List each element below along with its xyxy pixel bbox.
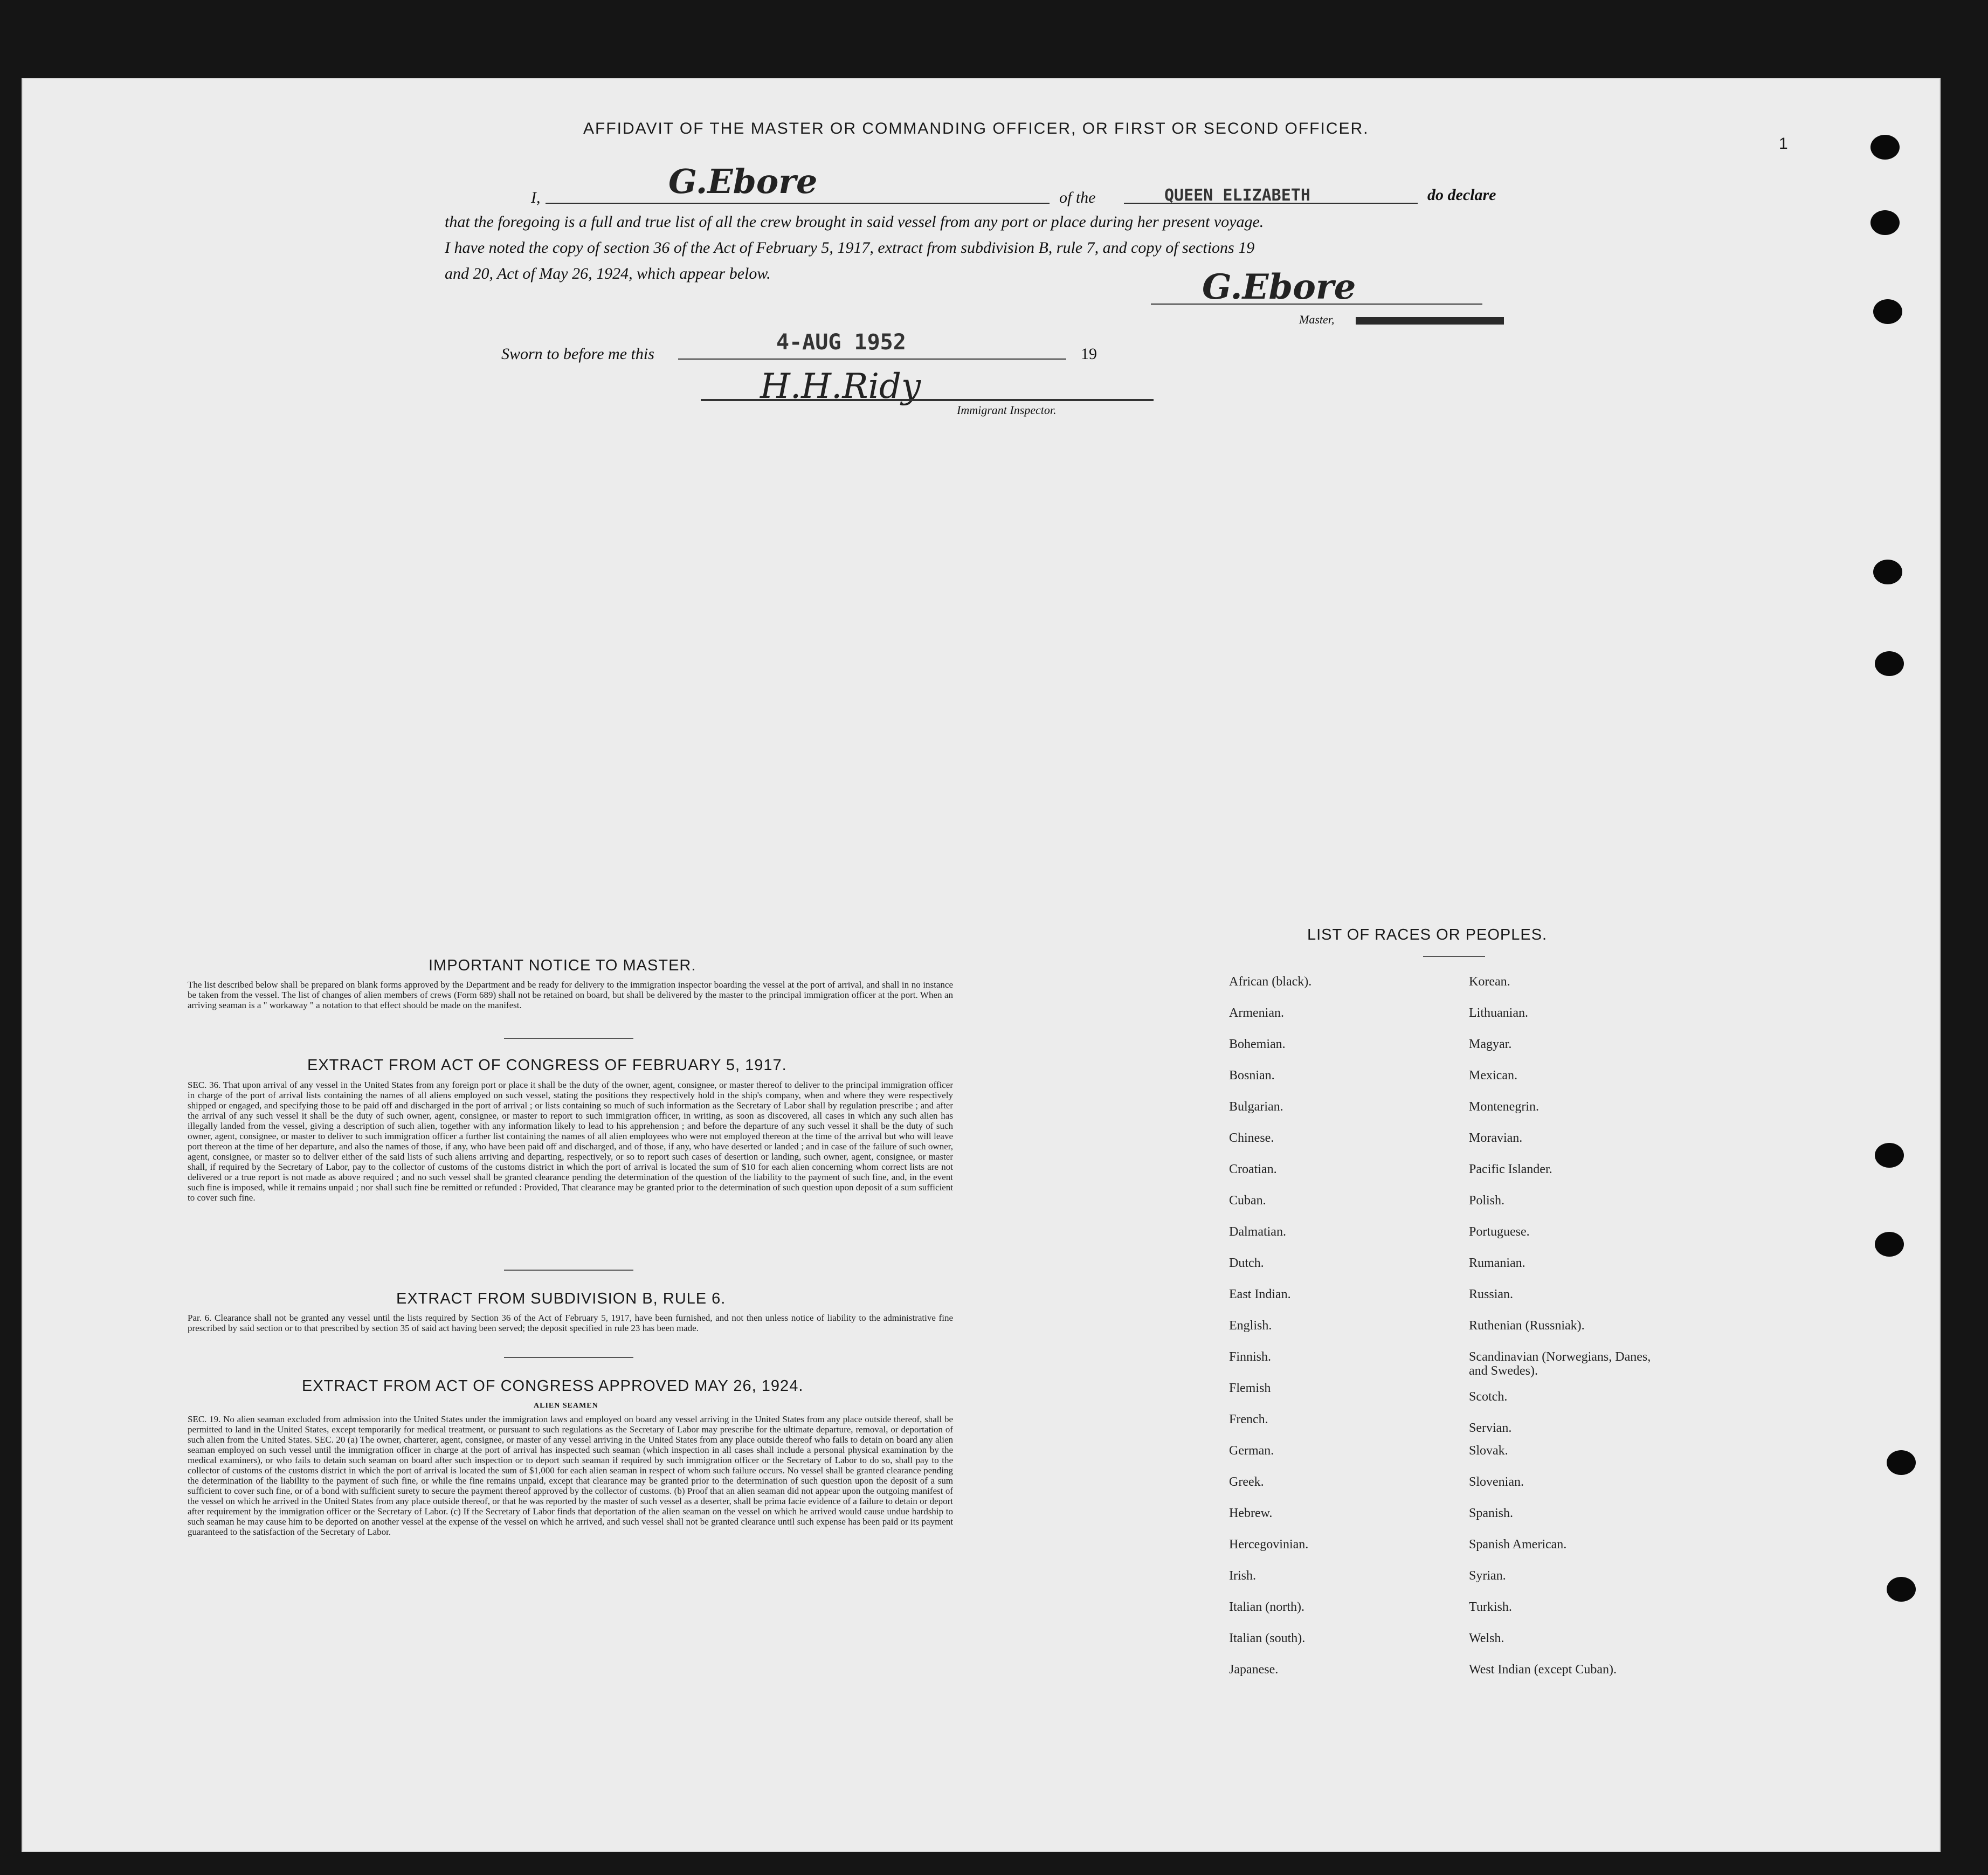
year-prefix: 19 (1081, 345, 1097, 363)
races-left-column (1229, 975, 1455, 1686)
affidavit-body-line-2: I have noted the copy of section 36 of the Act of February 5, 1917, extract from subdivision B, rule 7, and copy of sections 19 (445, 239, 1255, 257)
race-item: Croatian. (1229, 1162, 1277, 1176)
races-divider (1423, 956, 1485, 957)
race-item: Scotch. (1469, 1390, 1508, 1404)
race-item: Chinese. (1229, 1131, 1274, 1145)
extract-1924-text: SEC. 19. No alien seaman excluded from admission into the United States under the immigration laws and employed on board any vessel arriving in the United States from any place outside thereof, shall be permitted to land in the United States, except temporarily for medical treatment, or pursuant to such regulations as the Secretary of Labor may prescribe for the ultimate departure, removal, or deportation of such alien from the United States. SEC. 20 (a) The owner, charterer, agent, consignee, or master of any vessel arriving in the United States from any place outside thereof who fails to detain on board any alien seaman employed on such vessel until the immigration officer in charge at the port of arrival has inspected such seaman (which inspection in all cases shall include a personal physical examination by the medical examiners), or who fails to detain such seaman on board after such inspection or to deport such seaman if required by such immigration officer or the Secretary of Labor to do so, shall pay to the collector of customs of the customs district in which the port of arrival is located the sum of $1,000 for each alien seaman in respect of whom such failure occurs. No vessel shall be granted clearance pending the determination of the liability to the payment of such fine, or while the fine remains unpaid, except that clearance may be granted prior to the determination of such question upon the deposit of a sum sufficient to cover such fine, or of a bond with sufficient surety to secure the payment thereof approved by the collector of customs. (b) Proof that an alien seaman did not appear upon the outgoing manifest of the vessel on which he arrived in the United States from any place outside thereof, or that he was reported by the master of such vessel as a deserter, shall be prima facie evidence of a failure to detain or deport after requirement by the immigration officer or the Secretary of Labor. (c) If the Secretary of Labor finds that deportation of the alien seaman on the vessel on which he arrived would cause undue hardship to such seaman he may cause him to be deported on another vessel at the expense of the vessel on which he arrived, and such vessel shall not be granted clearance until such expense has been paid or its payment guaranteed to the satisfaction of the Secretary of Labor. (188, 1414, 953, 1537)
race-item: Greek. (1229, 1475, 1264, 1489)
race-item: Moravian. (1469, 1131, 1523, 1145)
struck-title-mark (1356, 317, 1504, 325)
race-item: Russian. (1469, 1287, 1514, 1301)
races-title: LIST OF RACES OR PEOPLES. (1307, 926, 1548, 943)
race-item: Servian. (1469, 1421, 1512, 1435)
race-item: Scandinavian (Norwegians, Danes, and Swedes). (1469, 1350, 1651, 1378)
races-right-column (1469, 975, 1685, 1686)
section-divider (504, 1270, 633, 1271)
punch-hole (1875, 1143, 1904, 1168)
master-signature: G.Ebore (1202, 267, 1356, 307)
race-item: Rumanian. (1469, 1256, 1525, 1270)
i-label: I, (531, 189, 541, 206)
race-item: Cuban. (1229, 1194, 1266, 1208)
race-item: Spanish American. (1469, 1538, 1567, 1552)
race-item: Bulgarian. (1229, 1100, 1283, 1114)
master-label: Master, (1299, 313, 1335, 326)
subdivision-b-text: Par. 6. Clearance shall not be granted any vessel until the lists required by Section 36 of the Act of February 5, 1917, have been furnished, and not then unless notice of liability to the administrative fine prescribed by said section or to that prescribed by section 35 of said act having been served; the deposit specified in rule 23 has been made. (188, 1313, 953, 1333)
race-item: Spanish. (1469, 1506, 1514, 1520)
race-item: Portuguese. (1469, 1225, 1530, 1239)
sworn-line (678, 359, 1066, 360)
date-stamp: 4-AUG 1952 (776, 330, 906, 355)
race-item: Bohemian. (1229, 1037, 1286, 1051)
sworn-label: Sworn to before me this (501, 345, 654, 363)
race-item: Syrian. (1469, 1569, 1506, 1583)
race-item: Polish. (1469, 1194, 1505, 1208)
notice-text: The list described below shall be prepared on blank forms approved by the Department and be ready for delivery to the immigration inspector boarding the vessel at the port of arrival, and shall in no instance be taken from the vessel. The list of changes of alien members of crews (Form 689) shall not be retained on board, but shall be delivered by the master to the principal immigration officer at the port. When an arriving seaman is a " workaway " a notation to that effect should be made on the manifest. (188, 980, 953, 1010)
affidavit-body-line-1: that the foregoing is a full and true list of all the crew brought in said vessel from any port or place during her present voyage. (445, 213, 1264, 231)
race-item: Slovenian. (1469, 1475, 1524, 1489)
inspector-label: Immigrant Inspector. (957, 403, 1057, 417)
race-item: African (black). (1229, 975, 1312, 989)
race-item: Finnish. (1229, 1350, 1272, 1364)
extract-1917-text: SEC. 36. That upon arrival of any vessel in the United States from any foreign port or place it shall be the duty of the owner, agent, consignee, or master thereof to deliver to the principal immigration officer in charge of the port of arrival lists containing the names of all aliens employed on such vessel, stating the positions they respectively hold in the ship's company, when and where they were respectively shipped or engaged, and specifying those to be paid off and discharged in the port of arrival ; or lists containing so much of such information as the Secretary of Labor shall by regulation prescribe ; and after the arrival of any such vessel it shall be the duty of such owner, agent, consignee, or master to report to such immigration officer, in writing, as soon as discovered, all cases in which any such alien has illegally landed from the vessel, giving a description of such alien, together with any information likely to lead to his apprehension ; and before the departure of any such vessel it shall be the duty of such owner, agent, consignee, or master to deliver to such immigration officer a further list containing the names of all alien employees who were not employed thereon at the time of the arrival but who will leave port thereon at the time of her departure, and also the names of those, if any, who have been paid off and discharged, and of those, if any, who have deserted or landed ; and in case of the failure of such owner, agent, consignee, or master so to deliver either of the said lists of such aliens arriving and departing, respectively, or so to report such cases of desertion or landing, such owner, agent, consignee, or master shall, if required by the Secretary of Labor, pay to the collector of customs of the customs district in which the port of arrival is located the sum of $10 for each alien concerning whom correct lists are not delivered or a true report is not made as above required ; and no such vessel shall be granted clearance pending the determination of the question of the liability to the payment of such fine, and, in the event such fine is imposed, while it remains unpaid ; nor shall such fine be remitted or refunded : Provided, That clearance may be granted prior to the determination of such question upon deposit of a sum sufficient to cover such fine. (188, 1080, 953, 1203)
punch-hole (1887, 1577, 1916, 1602)
race-item: Lithuanian. (1469, 1006, 1528, 1020)
race-item: Korean. (1469, 975, 1510, 989)
race-item: Ruthenian (Russniak). (1469, 1319, 1585, 1333)
extract-1917-title: EXTRACT FROM ACT OF CONGRESS OF FEBRUARY 5, 1917. (307, 1057, 787, 1074)
race-item: German. (1229, 1444, 1274, 1458)
punch-hole (1875, 1232, 1904, 1257)
affidavit-body-line-3: and 20, Act of May 26, 1924, which appear below. (445, 265, 771, 282)
punch-hole (1873, 560, 1902, 584)
race-item: Irish. (1229, 1569, 1256, 1583)
inspector-line (701, 399, 1154, 401)
master-line (1151, 304, 1482, 305)
race-item: Hercegovinian. (1229, 1538, 1309, 1552)
race-item: Turkish. (1469, 1600, 1512, 1614)
race-item: Bosnian. (1229, 1069, 1275, 1083)
race-item: Montenegrin. (1469, 1100, 1539, 1114)
extract-1924-title: EXTRACT FROM ACT OF CONGRESS APPROVED MAY 26, 1924. (302, 1377, 804, 1395)
race-item: Japanese. (1229, 1663, 1279, 1677)
race-item: Flemish (1229, 1381, 1271, 1395)
declarant-line (546, 203, 1050, 204)
extract-1924-subtitle: ALIEN SEAMEN (534, 1402, 598, 1410)
vessel-line (1124, 203, 1418, 204)
section-divider (504, 1357, 633, 1358)
race-item: West Indian (except Cuban). (1469, 1663, 1617, 1677)
punch-hole (1875, 651, 1904, 676)
page-mark: 1 (1779, 135, 1789, 153)
race-item: Slovak. (1469, 1444, 1508, 1458)
race-item: Italian (south). (1229, 1631, 1306, 1645)
of-the-label: of the (1059, 189, 1096, 206)
race-item: Welsh. (1469, 1631, 1504, 1645)
race-item: Dalmatian. (1229, 1225, 1286, 1239)
vessel-name: QUEEN ELIZABETH (1164, 186, 1310, 205)
race-item: East Indian. (1229, 1287, 1291, 1301)
do-declare: do declare (1427, 186, 1496, 204)
punch-hole (1870, 135, 1900, 160)
race-item: Mexican. (1469, 1069, 1517, 1083)
race-item: Dutch. (1229, 1256, 1264, 1270)
race-item: Hebrew. (1229, 1506, 1273, 1520)
race-item: Magyar. (1469, 1037, 1512, 1051)
race-item: French. (1229, 1412, 1268, 1426)
race-item: Pacific Islander. (1469, 1162, 1552, 1176)
race-item: Italian (north). (1229, 1600, 1304, 1614)
section-divider (504, 1038, 633, 1039)
subdivision-b-title: EXTRACT FROM SUBDIVISION B, RULE 6. (396, 1290, 726, 1307)
declarant-signature: G.Ebore (668, 162, 818, 201)
race-item: English. (1229, 1319, 1272, 1333)
punch-hole (1873, 299, 1902, 324)
affidavit-title: AFFIDAVIT OF THE MASTER OR COMMANDING OFFICER, OR FIRST OR SECOND OFFICER. (583, 120, 1369, 137)
punch-hole (1887, 1450, 1916, 1475)
notice-title: IMPORTANT NOTICE TO MASTER. (429, 957, 696, 974)
punch-hole (1870, 210, 1900, 235)
inspector-signature: H.H.Ridy (760, 367, 921, 406)
race-item: Armenian. (1229, 1006, 1284, 1020)
